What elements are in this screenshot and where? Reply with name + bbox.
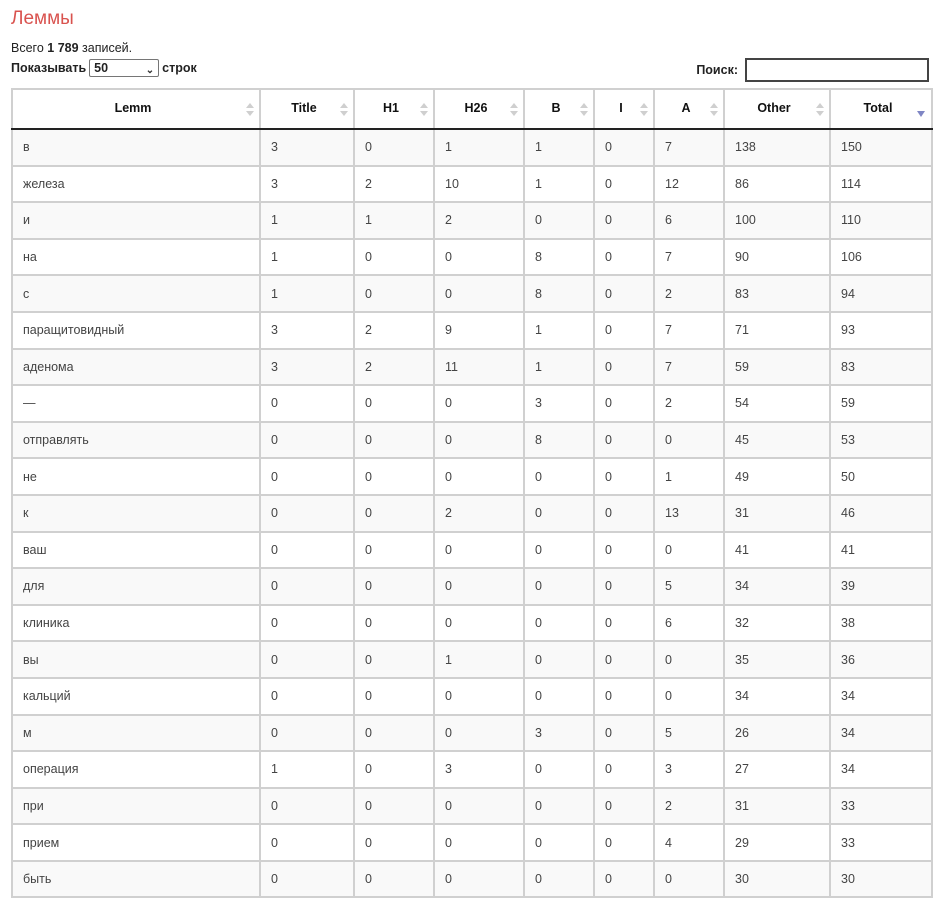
column-header-label: Total (863, 101, 893, 115)
table-row (12, 788, 932, 825)
cell-total: 34 (830, 678, 932, 715)
cell-h26: 0 (434, 788, 524, 825)
cell-h26: 10 (434, 166, 524, 203)
cell-b: 1 (524, 166, 594, 203)
cell-h26: 0 (434, 275, 524, 312)
column-header-label: I (619, 101, 623, 115)
cell-b: 3 (524, 715, 594, 752)
cell-other: 26 (724, 715, 830, 752)
cell-lemm: для (12, 568, 260, 605)
cell-total: 30 (830, 861, 932, 898)
cell-lemm: и (12, 202, 260, 239)
cell-lemm: прием (12, 824, 260, 861)
sort-both-icon (420, 103, 428, 117)
cell-b: 0 (524, 824, 594, 861)
cell-i: 0 (594, 568, 654, 605)
records-info-suffix: записей. (82, 41, 133, 55)
table-row (12, 861, 932, 898)
cell-total: 94 (830, 275, 932, 312)
cell-lemm: ваш (12, 532, 260, 569)
cell-a: 0 (654, 532, 724, 569)
cell-b: 0 (524, 202, 594, 239)
cell-total: 106 (830, 239, 932, 276)
cell-h1: 2 (354, 166, 434, 203)
sort-both-icon (580, 103, 588, 117)
cell-i: 0 (594, 532, 654, 569)
table-row (12, 751, 932, 788)
cell-h26: 0 (434, 861, 524, 898)
cell-b: 0 (524, 641, 594, 678)
cell-i: 0 (594, 239, 654, 276)
cell-total: 93 (830, 312, 932, 349)
cell-b: 0 (524, 788, 594, 825)
cell-i: 0 (594, 458, 654, 495)
cell-total: 50 (830, 458, 932, 495)
cell-other: 34 (724, 678, 830, 715)
column-header-label: B (551, 101, 561, 115)
cell-i: 0 (594, 129, 654, 166)
cell-b: 0 (524, 532, 594, 569)
column-header-h26[interactable] (434, 89, 524, 129)
cell-h1: 0 (354, 239, 434, 276)
table-row (12, 605, 932, 642)
cell-h26: 0 (434, 532, 524, 569)
cell-title: 3 (260, 349, 354, 386)
cell-h1: 0 (354, 641, 434, 678)
sort-both-icon (510, 103, 518, 117)
cell-lemm: кальций (12, 678, 260, 715)
cell-a: 1 (654, 458, 724, 495)
page-length-suffix: строк (162, 61, 197, 75)
lemmas-table (11, 88, 933, 898)
cell-title: 0 (260, 788, 354, 825)
cell-total: 34 (830, 715, 932, 752)
cell-h26: 1 (434, 129, 524, 166)
cell-other: 100 (724, 202, 830, 239)
cell-h26: 0 (434, 605, 524, 642)
cell-other: 71 (724, 312, 830, 349)
cell-title: 0 (260, 385, 354, 422)
cell-a: 3 (654, 751, 724, 788)
cell-h26: 0 (434, 568, 524, 605)
cell-total: 36 (830, 641, 932, 678)
table-body (12, 129, 932, 897)
table-row (12, 422, 932, 459)
cell-a: 6 (654, 605, 724, 642)
cell-total: 59 (830, 385, 932, 422)
sort-both-icon (816, 103, 824, 117)
cell-b: 0 (524, 568, 594, 605)
cell-a: 5 (654, 715, 724, 752)
cell-b: 0 (524, 458, 594, 495)
cell-i: 0 (594, 202, 654, 239)
cell-b: 0 (524, 495, 594, 532)
cell-h1: 0 (354, 532, 434, 569)
table-row (12, 641, 932, 678)
cell-a: 2 (654, 788, 724, 825)
table-row (12, 715, 932, 752)
cell-b: 8 (524, 422, 594, 459)
column-header-h1[interactable] (354, 89, 434, 129)
column-header-label: Lemm (114, 101, 152, 115)
table-row (12, 678, 932, 715)
column-header-lemm[interactable] (12, 89, 260, 129)
cell-other: 45 (724, 422, 830, 459)
table-row (12, 312, 932, 349)
cell-title: 3 (260, 166, 354, 203)
cell-total: 34 (830, 751, 932, 788)
cell-other: 31 (724, 495, 830, 532)
cell-h1: 0 (354, 422, 434, 459)
cell-h26: 1 (434, 641, 524, 678)
records-total: 1 789 (47, 41, 79, 55)
cell-title: 1 (260, 202, 354, 239)
cell-b: 0 (524, 751, 594, 788)
cell-h1: 0 (354, 788, 434, 825)
cell-lemm: на (12, 239, 260, 276)
cell-h26: 0 (434, 715, 524, 752)
cell-lemm: с (12, 275, 260, 312)
cell-i: 0 (594, 349, 654, 386)
table-row (12, 166, 932, 203)
cell-i: 0 (594, 861, 654, 898)
cell-lemm: не (12, 458, 260, 495)
cell-lemm: вы (12, 641, 260, 678)
cell-total: 39 (830, 568, 932, 605)
cell-title: 0 (260, 422, 354, 459)
cell-title: 0 (260, 458, 354, 495)
cell-other: 138 (724, 129, 830, 166)
cell-other: 83 (724, 275, 830, 312)
cell-b: 8 (524, 239, 594, 276)
cell-a: 7 (654, 239, 724, 276)
sort-both-icon (340, 103, 348, 117)
search-control (696, 58, 929, 82)
column-header-label: A (681, 101, 691, 115)
cell-i: 0 (594, 605, 654, 642)
cell-b: 1 (524, 129, 594, 166)
cell-lemm: к (12, 495, 260, 532)
cell-b: 8 (524, 275, 594, 312)
cell-b: 3 (524, 385, 594, 422)
column-header-label: H1 (383, 101, 399, 115)
cell-h1: 1 (354, 202, 434, 239)
cell-other: 30 (724, 861, 830, 898)
cell-a: 5 (654, 568, 724, 605)
cell-title: 1 (260, 275, 354, 312)
cell-h26: 9 (434, 312, 524, 349)
cell-h1: 0 (354, 568, 434, 605)
column-header-total[interactable] (830, 89, 932, 129)
cell-total: 33 (830, 824, 932, 861)
chevron-down-icon: ⌄ (145, 65, 155, 76)
cell-h26: 0 (434, 239, 524, 276)
cell-h26: 3 (434, 751, 524, 788)
cell-a: 6 (654, 202, 724, 239)
cell-lemm: паращитовидный (12, 312, 260, 349)
cell-i: 0 (594, 824, 654, 861)
table-row (12, 568, 932, 605)
cell-h1: 0 (354, 678, 434, 715)
cell-total: 33 (830, 788, 932, 825)
cell-other: 90 (724, 239, 830, 276)
cell-a: 12 (654, 166, 724, 203)
cell-h1: 0 (354, 495, 434, 532)
table-row (12, 458, 932, 495)
cell-h1: 0 (354, 715, 434, 752)
cell-i: 0 (594, 751, 654, 788)
cell-total: 150 (830, 129, 932, 166)
cell-i: 0 (594, 275, 654, 312)
sort-both-icon (710, 103, 718, 117)
cell-a: 7 (654, 349, 724, 386)
column-header-a[interactable] (654, 89, 724, 129)
page-length-select[interactable] (89, 59, 159, 77)
cell-other: 59 (724, 349, 830, 386)
cell-i: 0 (594, 312, 654, 349)
table-row (12, 495, 932, 532)
cell-other: 29 (724, 824, 830, 861)
sort-both-icon (246, 103, 254, 117)
cell-title: 0 (260, 532, 354, 569)
cell-other: 54 (724, 385, 830, 422)
cell-b: 1 (524, 349, 594, 386)
cell-other: 41 (724, 532, 830, 569)
cell-other: 86 (724, 166, 830, 203)
cell-i: 0 (594, 166, 654, 203)
table-row (12, 349, 932, 386)
cell-h1: 0 (354, 824, 434, 861)
cell-h26: 11 (434, 349, 524, 386)
cell-lemm: в (12, 129, 260, 166)
cell-a: 0 (654, 641, 724, 678)
cell-a: 0 (654, 678, 724, 715)
cell-a: 4 (654, 824, 724, 861)
cell-lemm: отправлять (12, 422, 260, 459)
cell-lemm: быть (12, 861, 260, 898)
cell-other: 31 (724, 788, 830, 825)
cell-title: 0 (260, 715, 354, 752)
cell-b: 0 (524, 861, 594, 898)
cell-title: 0 (260, 641, 354, 678)
cell-a: 2 (654, 385, 724, 422)
cell-i: 0 (594, 641, 654, 678)
cell-total: 114 (830, 166, 932, 203)
cell-i: 0 (594, 678, 654, 715)
cell-h26: 0 (434, 422, 524, 459)
cell-h1: 2 (354, 349, 434, 386)
cell-i: 0 (594, 715, 654, 752)
cell-lemm: железа (12, 166, 260, 203)
cell-h26: 0 (434, 824, 524, 861)
cell-title: 0 (260, 568, 354, 605)
cell-h1: 0 (354, 605, 434, 642)
sort-both-icon (640, 103, 648, 117)
cell-title: 3 (260, 312, 354, 349)
cell-other: 35 (724, 641, 830, 678)
cell-total: 41 (830, 532, 932, 569)
cell-lemm: — (12, 385, 260, 422)
cell-a: 13 (654, 495, 724, 532)
sort-descending-icon (917, 111, 925, 117)
cell-h1: 0 (354, 861, 434, 898)
cell-h1: 0 (354, 751, 434, 788)
cell-total: 46 (830, 495, 932, 532)
cell-i: 0 (594, 495, 654, 532)
cell-other: 49 (724, 458, 830, 495)
cell-title: 0 (260, 678, 354, 715)
cell-title: 3 (260, 129, 354, 166)
cell-h1: 2 (354, 312, 434, 349)
records-info (11, 40, 132, 56)
column-header-b[interactable] (524, 89, 594, 129)
column-header-label: Other (757, 101, 791, 115)
cell-h1: 0 (354, 385, 434, 422)
table-row (12, 532, 932, 569)
search-label: Поиск: (696, 63, 738, 77)
cell-h26: 2 (434, 202, 524, 239)
cell-h26: 0 (434, 458, 524, 495)
cell-b: 1 (524, 312, 594, 349)
cell-lemm: при (12, 788, 260, 825)
cell-total: 38 (830, 605, 932, 642)
cell-b: 0 (524, 605, 594, 642)
search-input[interactable] (745, 58, 929, 82)
table-row (12, 129, 932, 166)
table-header-row (12, 89, 932, 129)
cell-a: 7 (654, 312, 724, 349)
page-length-label: Показывать (11, 61, 87, 75)
cell-other: 34 (724, 568, 830, 605)
cell-total: 110 (830, 202, 932, 239)
cell-h1: 0 (354, 129, 434, 166)
table-row (12, 275, 932, 312)
cell-a: 0 (654, 422, 724, 459)
table-row (12, 824, 932, 861)
cell-h1: 0 (354, 458, 434, 495)
cell-other: 32 (724, 605, 830, 642)
cell-total: 83 (830, 349, 932, 386)
cell-title: 1 (260, 751, 354, 788)
cell-lemm: м (12, 715, 260, 752)
cell-title: 0 (260, 605, 354, 642)
column-header-i[interactable] (594, 89, 654, 129)
column-header-label: Title (291, 101, 317, 115)
table-row (12, 385, 932, 422)
table-row (12, 239, 932, 276)
page-length-value: 50 (94, 61, 109, 75)
cell-title: 0 (260, 495, 354, 532)
cell-title: 0 (260, 861, 354, 898)
column-header-label: H26 (464, 101, 488, 115)
cell-lemm: аденома (12, 349, 260, 386)
cell-lemm: операция (12, 751, 260, 788)
table-row (12, 202, 932, 239)
cell-total: 53 (830, 422, 932, 459)
records-info-prefix: Всего (11, 41, 44, 55)
cell-i: 0 (594, 385, 654, 422)
cell-a: 7 (654, 129, 724, 166)
cell-a: 2 (654, 275, 724, 312)
column-header-other[interactable] (724, 89, 830, 129)
cell-other: 27 (724, 751, 830, 788)
page-title: Леммы (11, 8, 74, 29)
cell-h1: 0 (354, 275, 434, 312)
page-length-control (11, 59, 197, 77)
cell-b: 0 (524, 678, 594, 715)
cell-lemm: клиника (12, 605, 260, 642)
cell-i: 0 (594, 788, 654, 825)
cell-a: 0 (654, 861, 724, 898)
cell-i: 0 (594, 422, 654, 459)
cell-title: 0 (260, 824, 354, 861)
cell-h26: 0 (434, 678, 524, 715)
cell-title: 1 (260, 239, 354, 276)
column-header-title[interactable] (260, 89, 354, 129)
cell-h26: 2 (434, 495, 524, 532)
cell-h26: 0 (434, 385, 524, 422)
